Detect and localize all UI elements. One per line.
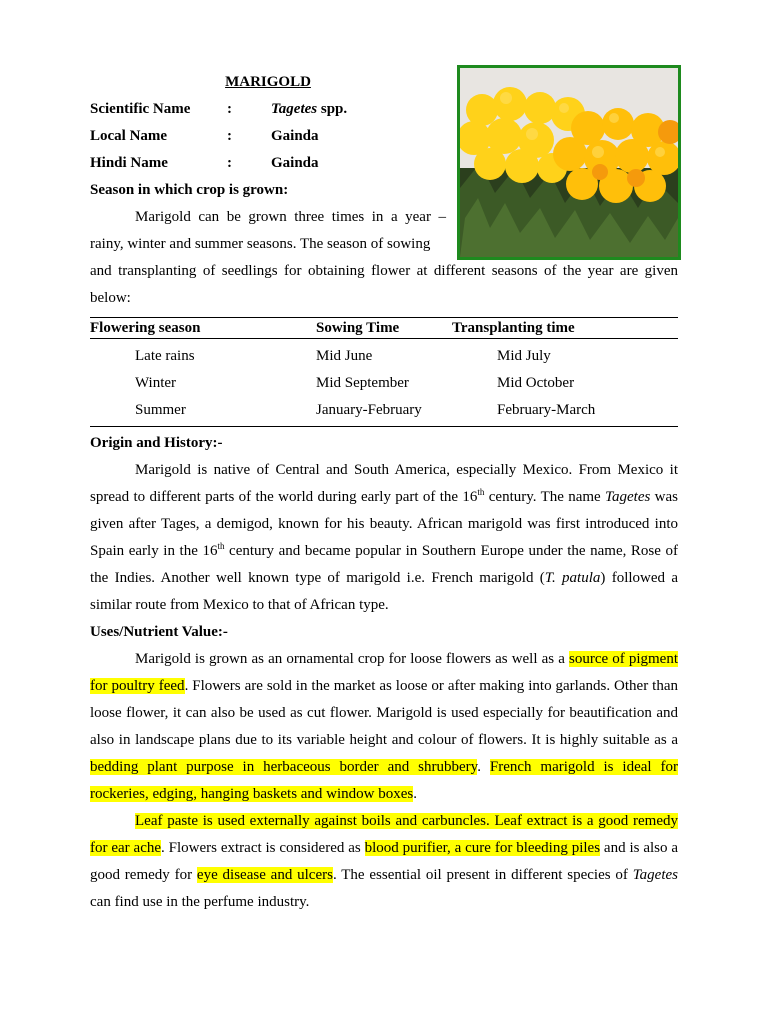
uses-paragraph: Marigold is grown as an ornamental crop for loose flowers as well as a source of pigment for poultry feed. Flowers are sold in the market as loose or after making into garlands. Other than loose flower, it can also be used as cut flower. Marigold is used especially for beautification and also in landscape plans due to its variable height and colour of flowers. It is highly suitable as a bedding plant purpose in herbaceous border and shrubbery. French marigold is ideal for rockeries, edging, hanging baskets and window boxes. — [90, 651, 678, 802]
highlighted-text: Leaf paste is used externally against boils and carbuncles. Leaf extract is a good remedy for ear ache — [90, 813, 678, 856]
uses-heading: Uses/Nutrient Value:- — [90, 624, 228, 640]
highlighted-text: eye disease and ulcers — [196, 867, 333, 883]
field-value: Tagetes spp. — [271, 101, 348, 117]
table-cell: Late rains — [135, 348, 195, 364]
field-scientific-name — [90, 96, 678, 123]
table-cell: Mid October — [497, 375, 575, 391]
field-label: Scientific Name — [90, 101, 191, 117]
season-heading: Season in which crop is grown: — [90, 182, 289, 198]
field-separator: : — [227, 101, 232, 117]
table-cell: Mid September — [316, 375, 409, 391]
field-label: Local Name — [90, 128, 168, 144]
table-cell: Mid July — [497, 348, 551, 364]
highlighted-text: source of pigment for poultry feed — [90, 651, 678, 694]
table-header: Sowing Time — [316, 318, 452, 339]
table-header-row — [90, 318, 678, 339]
season-paragraph: Marigold can be grown three times in a year – rainy, winter and summer seasons. The season of sowing — [90, 209, 446, 252]
field-hindi-name — [90, 150, 678, 177]
highlighted-text: French marigold is ideal for rockeries, edging, hanging baskets and window boxes — [90, 759, 678, 802]
page-title: MARIGOLD — [225, 74, 311, 90]
document-page — [90, 68, 678, 916]
season-paragraph-continued: and transplanting of seedlings for obtaining flower at different seasons of the year are given below: — [90, 263, 678, 306]
table-cell: Winter — [135, 375, 177, 391]
table-cell: January-February — [316, 402, 422, 418]
table-row — [90, 397, 678, 427]
field-separator: : — [227, 155, 232, 171]
highlighted-text: blood purifier, a cure for bleeding piles — [364, 840, 601, 856]
field-local-name — [90, 123, 678, 150]
table-cell: February-March — [497, 402, 596, 418]
seasons-table — [90, 317, 678, 427]
field-label: Hindi Name — [90, 155, 168, 171]
origin-paragraph: Marigold is native of Central and South America, especially Mexico. From Mexico it spread to different parts of the world during early part of the 16th century. The name Tagetes was given after Tages, a demigod, known for his beauty. African marigold was first introduced into Spain early in the 16th century and became popular in Southern Europe under the name, Rose of the Indies. Another well known type of marigold i.e. French marigold (T. patula) followed a similar route from Mexico to that of African type. — [90, 462, 679, 613]
table-cell: Summer — [135, 402, 186, 418]
field-value: Gainda — [271, 128, 319, 144]
table-header: Transplanting time — [452, 318, 678, 339]
origin-heading: Origin and History:- — [90, 435, 223, 451]
table-row — [90, 339, 678, 371]
table-header: Flowering season — [90, 318, 316, 339]
field-value: Gainda — [271, 155, 319, 171]
field-separator: : — [227, 128, 232, 144]
highlighted-text: bedding plant purpose in herbaceous border and shrubbery — [90, 759, 478, 775]
uses-paragraph-2: Leaf paste is used externally against boils and carbuncles. Leaf extract is a good remedy for ear ache. Flowers extract is considered as blood purifier, a cure for bleeding piles and is also a good remedy for eye disease and ulcers. The essential oil present in different species of Tagetes can find use in the perfume industry. — [90, 813, 679, 910]
table-cell: Mid June — [316, 348, 373, 364]
table-row — [90, 370, 678, 397]
